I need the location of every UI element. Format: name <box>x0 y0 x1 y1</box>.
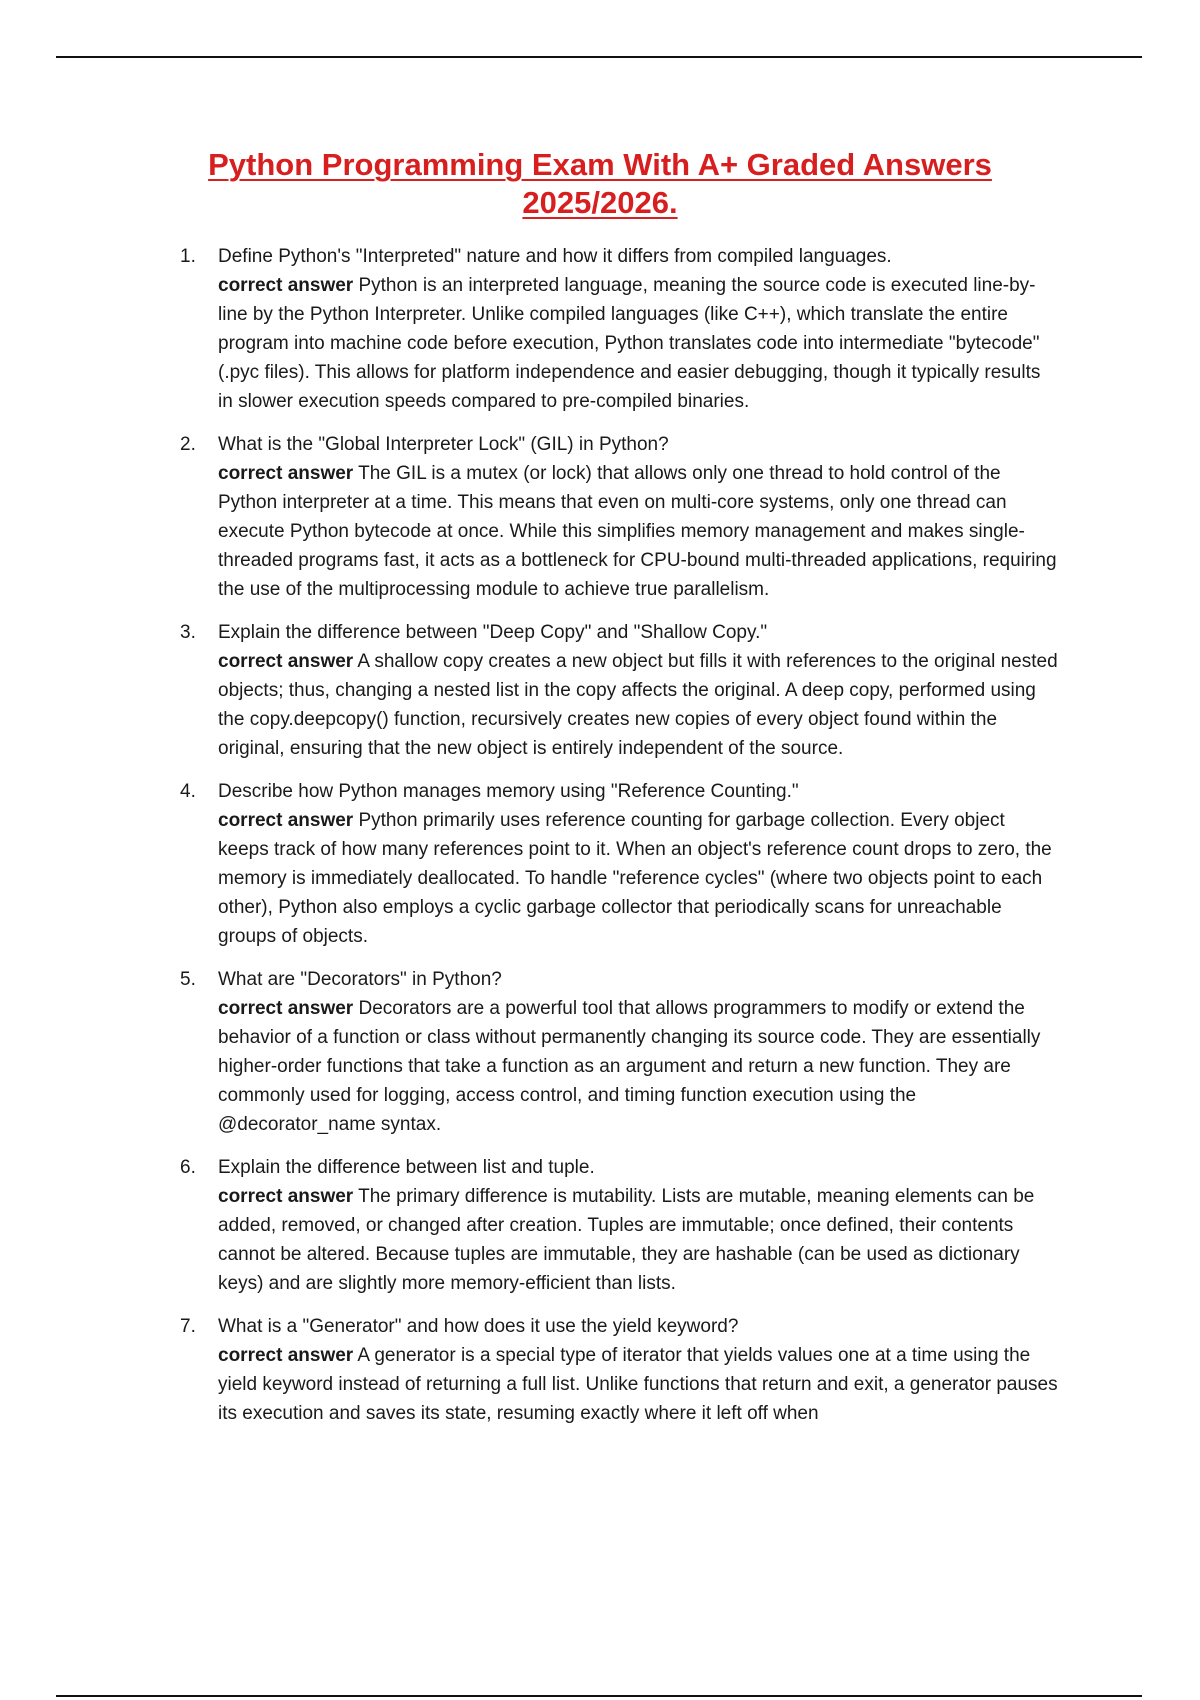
question-text: What is the "Global Interpreter Lock" (GIL) in Python? <box>218 434 669 455</box>
answer-text: A generator is a special type of iterator that yields values one at a time using the yield keyword instead of returning a full list. Unlike functions that return and exit, a generator pauses its execution and saves its state, resuming exactly where it left off when <box>218 1345 1058 1424</box>
question-text: Explain the difference between list and tuple. <box>218 1157 595 1178</box>
answer-block <box>218 1182 1060 1298</box>
question-text: Define Python's "Interpreted" nature and how it differs from compiled languages. <box>218 246 892 267</box>
answer-block <box>218 994 1060 1139</box>
qa-item <box>180 242 1060 416</box>
item-number: 2. <box>180 434 196 455</box>
answer-label: correct answer <box>218 810 354 831</box>
top-divider <box>56 56 1142 58</box>
item-number: 3. <box>180 622 196 643</box>
document-title <box>100 146 1100 222</box>
question-text: Explain the difference between "Deep Copy" and "Shallow Copy." <box>218 622 768 643</box>
question-text: What are "Decorators" in Python? <box>218 969 502 990</box>
answer-text: The GIL is a mutex (or lock) that allows only one thread to hold control of the Python interpreter at a time. This means that even on multi-core systems, only one thread can execute Python bytecode at once. While this simplifies memory management and makes single-threaded programs fast, it acts as a bottleneck for CPU-bound multi-threaded applications, requiring the use of the multiprocessing module to achieve true parallelism. <box>218 463 1057 600</box>
title-line-1: Python Programming Exam With A+ Graded Answers <box>208 147 992 182</box>
answer-text: The primary difference is mutability. Lists are mutable, meaning elements can be added, removed, or changed after creation. Tuples are immutable; once defined, their contents cannot be altered. Because tuples are immutable, they are hashable (can be used as dictionary keys) and are slightly more memory-efficient than lists. <box>218 1186 1035 1294</box>
answer-text: Python is an interpreted language, meaning the source code is executed line-by-line by the Python Interpreter. Unlike compiled languages (like C++), which translate the entire program into machine code before execution, Python translates code into intermediate "bytecode" (.pyc files). This allows for platform independence and easier debugging, though it typically results in slower execution speeds compared to pre-compiled binaries. <box>218 275 1041 412</box>
answer-label: correct answer <box>218 1345 354 1366</box>
answer-label: correct answer <box>218 1186 354 1207</box>
item-number: 7. <box>180 1316 196 1337</box>
qa-item <box>180 430 1060 604</box>
answer-block <box>218 806 1060 951</box>
item-number: 1. <box>180 246 196 267</box>
answer-label: correct answer <box>218 651 354 672</box>
title-line-2: 2025/2026. <box>522 185 678 220</box>
question-text: What is a "Generator" and how does it use the yield keyword? <box>218 1316 739 1337</box>
answer-block <box>218 1341 1060 1428</box>
item-number: 4. <box>180 781 196 802</box>
qa-list <box>180 242 1060 1442</box>
qa-item <box>180 965 1060 1139</box>
answer-block <box>218 271 1060 416</box>
answer-label: correct answer <box>218 275 354 296</box>
qa-item <box>180 1153 1060 1298</box>
answer-text: Decorators are a powerful tool that allows programmers to modify or extend the behavior of a function or class without permanently changing its source code. They are essentially higher-order functions that take a function as an argument and return a new function. They are commonly used for logging, access control, and timing function execution using the @decorator_name syntax. <box>218 998 1041 1135</box>
qa-item <box>180 777 1060 951</box>
answer-label: correct answer <box>218 463 354 484</box>
qa-item <box>180 1312 1060 1428</box>
answer-label: correct answer <box>218 998 354 1019</box>
bottom-divider <box>56 1695 1142 1697</box>
answer-block <box>218 459 1060 604</box>
qa-item <box>180 618 1060 763</box>
item-number: 5. <box>180 969 196 990</box>
answer-text: Python primarily uses reference counting for garbage collection. Every object keeps track of how many references point to it. When an object's reference count drops to zero, the memory is immediately deallocated. To handle "reference cycles" (where two objects point to each other), Python also employs a cyclic garbage collector that periodically scans for unreachable groups of objects. <box>218 810 1052 947</box>
answer-text: A shallow copy creates a new object but fills it with references to the original nested objects; thus, changing a nested list in the copy affects the original. A deep copy, performed using the copy.deepcopy() function, recursively creates new copies of every object found within the original, ensuring that the new object is entirely independent of the source. <box>218 651 1058 759</box>
item-number: 6. <box>180 1157 196 1178</box>
answer-block <box>218 647 1060 763</box>
question-text: Describe how Python manages memory using "Reference Counting." <box>218 781 799 802</box>
